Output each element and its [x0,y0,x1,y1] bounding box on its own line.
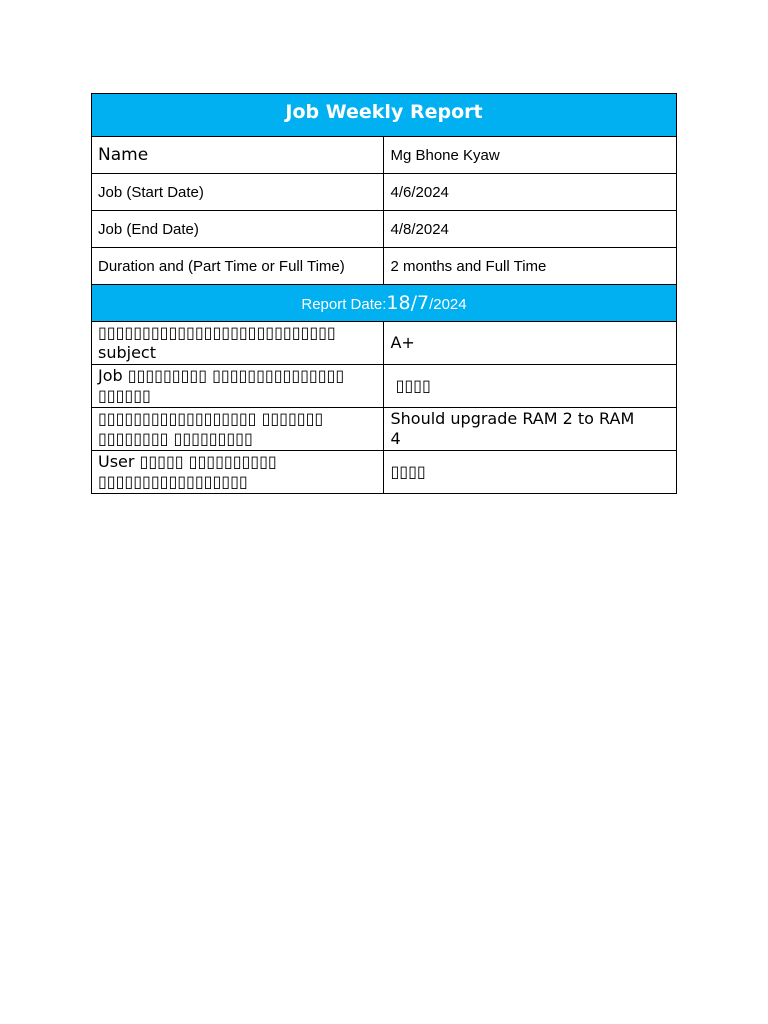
report-date-year: /2024 [429,296,467,313]
duration-value: 2 months and Full Time [384,248,677,285]
question-answer [384,451,677,494]
table-row [92,137,677,174]
end-date-value: 4/8/2024 [384,211,677,248]
question-answer-line1: Should upgrade RAM 2 to RAM [390,409,635,428]
report-date-row [92,285,677,322]
question-answer-line1: ▯▯▯▯ [390,462,426,481]
question-answer [384,408,677,451]
table-row [92,248,677,285]
name-label: Name [92,137,384,174]
question-answer-line1: ▯▯▯▯ [390,376,431,395]
question-label [92,408,384,451]
question-answer-line2: 4 [390,429,401,448]
report-title: Job Weekly Report [92,94,677,137]
table-row [92,408,677,451]
question-label-line2: ▯▯▯▯▯▯ [98,386,151,405]
question-label-line2: ▯▯▯▯▯▯▯▯ ▯▯▯▯▯▯▯▯▯ [98,429,253,448]
report-date-day-month: 18/7 [386,292,430,314]
start-date-value: 4/6/2024 [384,174,677,211]
question-label [92,451,384,494]
name-value: Mg Bhone Kyaw [384,137,677,174]
question-label-line2: ▯▯▯▯▯▯▯▯▯▯▯▯▯▯▯▯▯ [98,472,248,491]
start-date-label: Job (Start Date) [92,174,384,211]
table-row [92,451,677,494]
question-label-line2: subject [98,343,156,362]
table-row [92,322,677,365]
job-weekly-report-table [91,93,677,494]
duration-label: Duration and (Part Time or Full Time) [92,248,384,285]
question-answer [384,322,677,365]
table-row [92,365,677,408]
report-date [92,285,677,322]
question-label-line1: User ▯▯▯▯▯ ▯▯▯▯▯▯▯▯▯▯ [98,452,277,471]
report-date-label: Report Date: [301,296,387,313]
question-answer [384,365,677,408]
question-answer-line1: A+ [390,333,415,352]
question-label [92,322,384,365]
question-label-line1: ▯▯▯▯▯▯▯▯▯▯▯▯▯▯▯▯▯▯ ▯▯▯▯▯▯▯ [98,409,324,428]
table-row [92,174,677,211]
question-label-line1: Job ▯▯▯▯▯▯▯▯▯ ▯▯▯▯▯▯▯▯▯▯▯▯▯▯▯ [98,366,345,385]
question-label [92,365,384,408]
end-date-label: Job (End Date) [92,211,384,248]
table-row [92,211,677,248]
title-row [92,94,677,137]
question-label-line1: ▯▯▯▯▯▯▯▯▯▯▯▯▯▯▯▯▯▯▯▯▯▯▯▯▯▯▯ [98,323,336,342]
